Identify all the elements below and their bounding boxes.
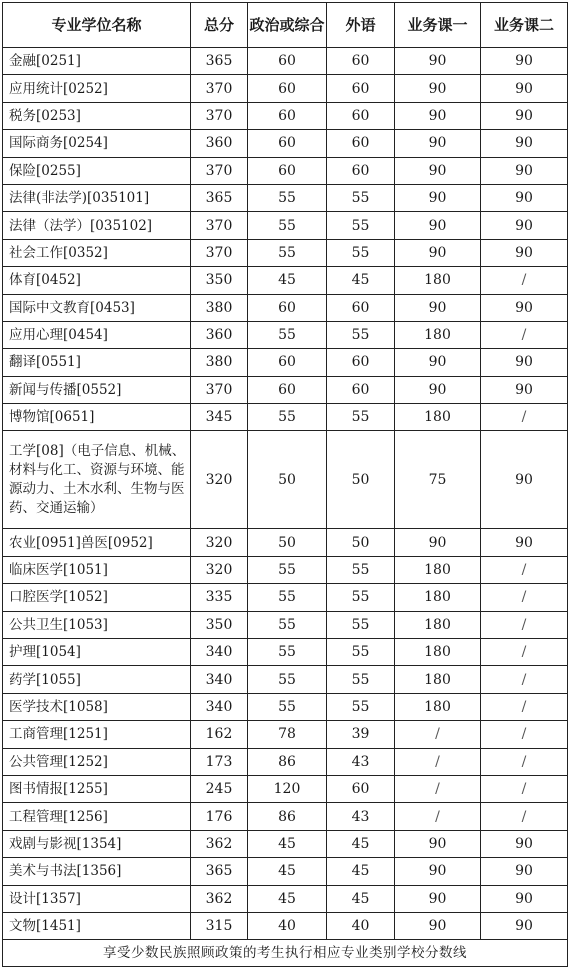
cell-foreign: 45 [327, 830, 395, 857]
cell-course2: 90 [481, 858, 568, 885]
cell-total: 380 [191, 349, 248, 376]
cell-course2: / [481, 611, 568, 638]
table-row [3, 404, 568, 431]
cell-total: 370 [191, 157, 248, 184]
cell-foreign: 60 [327, 775, 395, 802]
cell-foreign: 55 [327, 693, 395, 720]
cell-total: 360 [191, 321, 248, 348]
cell-politics: 60 [248, 130, 327, 157]
cell-name: 医学技术[1058] [3, 693, 191, 720]
cell-course1: 180 [395, 693, 481, 720]
cell-course1: 90 [395, 48, 481, 75]
cell-politics: 60 [248, 376, 327, 403]
cell-foreign: 55 [327, 611, 395, 638]
table-row [3, 666, 568, 693]
table-row [3, 75, 568, 102]
cell-course1: 180 [395, 404, 481, 431]
cell-course2: / [481, 556, 568, 583]
table-row [3, 48, 568, 75]
cell-course1: 90 [395, 885, 481, 912]
cell-politics: 55 [248, 321, 327, 348]
cell-total: 365 [191, 858, 248, 885]
cell-foreign: 55 [327, 556, 395, 583]
table-row [3, 294, 568, 321]
cell-course2: 90 [481, 431, 568, 529]
cell-total: 370 [191, 212, 248, 239]
cell-total: 362 [191, 830, 248, 857]
cell-foreign: 60 [327, 349, 395, 376]
cell-course2: / [481, 267, 568, 294]
table-row [3, 349, 568, 376]
cell-course1: 90 [395, 239, 481, 266]
cell-politics: 86 [248, 748, 327, 775]
header-name: 专业学位名称 [3, 3, 191, 48]
cell-name: 应用统计[0252] [3, 75, 191, 102]
cell-total: 245 [191, 775, 248, 802]
cell-politics: 60 [248, 157, 327, 184]
footnote: 享受少数民族照顾政策的考生执行相应专业类别学校分数线 [3, 940, 568, 967]
cell-politics: 55 [248, 556, 327, 583]
cell-course1: 90 [395, 102, 481, 129]
cell-name: 博物馆[0651] [3, 404, 191, 431]
cell-name: 新闻与传播[0552] [3, 376, 191, 403]
cell-course2: 90 [481, 830, 568, 857]
cell-foreign: 45 [327, 267, 395, 294]
cell-politics: 60 [248, 75, 327, 102]
header-total: 总分 [191, 3, 248, 48]
table-row [3, 212, 568, 239]
table-row [3, 639, 568, 666]
cell-course2: / [481, 803, 568, 830]
cell-name: 药学[1055] [3, 666, 191, 693]
cell-politics: 55 [248, 584, 327, 611]
cell-total: 315 [191, 912, 248, 939]
header-course1: 业务课一 [395, 3, 481, 48]
cell-politics: 60 [248, 102, 327, 129]
table-row [3, 157, 568, 184]
table-row [3, 611, 568, 638]
cell-course1: 180 [395, 321, 481, 348]
cell-total: 370 [191, 376, 248, 403]
cell-course2: 90 [481, 912, 568, 939]
cell-name: 临床医学[1051] [3, 556, 191, 583]
table-row [3, 529, 568, 556]
cell-total: 365 [191, 48, 248, 75]
cell-politics: 55 [248, 666, 327, 693]
cell-course2: / [481, 693, 568, 720]
cell-politics: 45 [248, 267, 327, 294]
cell-course2: / [481, 639, 568, 666]
cell-politics: 55 [248, 239, 327, 266]
table-row [3, 267, 568, 294]
header-politics: 政治或综合 [248, 3, 327, 48]
cell-course2: 90 [481, 157, 568, 184]
cell-politics: 45 [248, 830, 327, 857]
cell-total: 370 [191, 239, 248, 266]
cell-name: 税务[0253] [3, 102, 191, 129]
header-course2: 业务课二 [481, 3, 568, 48]
cell-name: 应用心理[0454] [3, 321, 191, 348]
cell-foreign: 50 [327, 431, 395, 529]
table-row [3, 858, 568, 885]
cell-foreign: 60 [327, 376, 395, 403]
table-row [3, 748, 568, 775]
cell-foreign: 60 [327, 130, 395, 157]
cell-course2: 90 [481, 48, 568, 75]
cell-foreign: 55 [327, 321, 395, 348]
cell-course1: 90 [395, 184, 481, 211]
cell-course1: / [395, 748, 481, 775]
cell-politics: 60 [248, 349, 327, 376]
cell-course1: / [395, 721, 481, 748]
cell-course2: 90 [481, 75, 568, 102]
cell-foreign: 60 [327, 294, 395, 321]
score-table [2, 2, 568, 967]
cell-name: 工商管理[1251] [3, 721, 191, 748]
cell-foreign: 55 [327, 639, 395, 666]
cell-name: 法律（法学）[035102] [3, 212, 191, 239]
cell-total: 365 [191, 184, 248, 211]
cell-name: 工学[08]（电子信息、机械、材料与化工、资源与环境、能源动力、土木水利、生物与医药、交通运输） [3, 431, 191, 529]
cell-politics: 55 [248, 212, 327, 239]
cell-foreign: 45 [327, 858, 395, 885]
table-row [3, 376, 568, 403]
cell-politics: 55 [248, 639, 327, 666]
cell-foreign: 50 [327, 529, 395, 556]
cell-foreign: 55 [327, 666, 395, 693]
cell-politics: 60 [248, 48, 327, 75]
cell-course2: 90 [481, 239, 568, 266]
cell-total: 340 [191, 639, 248, 666]
table-row [3, 584, 568, 611]
cell-course1: / [395, 775, 481, 802]
cell-name: 文物[1451] [3, 912, 191, 939]
cell-course1: 90 [395, 130, 481, 157]
cell-foreign: 39 [327, 721, 395, 748]
cell-course2: 90 [481, 184, 568, 211]
cell-name: 护理[1054] [3, 639, 191, 666]
table-row [3, 184, 568, 211]
cell-total: 173 [191, 748, 248, 775]
cell-course2: 90 [481, 212, 568, 239]
cell-total: 380 [191, 294, 248, 321]
cell-course2: / [481, 321, 568, 348]
cell-course2: 90 [481, 376, 568, 403]
table-row [3, 803, 568, 830]
cell-name: 戏剧与影视[1354] [3, 830, 191, 857]
cell-course2: 90 [481, 349, 568, 376]
cell-politics: 40 [248, 912, 327, 939]
table-row [3, 556, 568, 583]
cell-politics: 50 [248, 431, 327, 529]
table-row [3, 693, 568, 720]
cell-name: 图书情报[1255] [3, 775, 191, 802]
cell-politics: 45 [248, 858, 327, 885]
cell-course2: 90 [481, 102, 568, 129]
cell-name: 工程管理[1256] [3, 803, 191, 830]
cell-course2: 90 [481, 529, 568, 556]
cell-course2: / [481, 775, 568, 802]
footnote-row [3, 940, 568, 967]
cell-course2: / [481, 584, 568, 611]
cell-politics: 45 [248, 885, 327, 912]
cell-foreign: 40 [327, 912, 395, 939]
table-row [3, 721, 568, 748]
cell-course1: 180 [395, 556, 481, 583]
table-row [3, 431, 568, 529]
table-body [3, 48, 568, 940]
cell-course1: 90 [395, 376, 481, 403]
cell-course2: / [481, 404, 568, 431]
cell-course1: 180 [395, 267, 481, 294]
cell-name: 社会工作[0352] [3, 239, 191, 266]
cell-total: 370 [191, 75, 248, 102]
table-row [3, 912, 568, 939]
cell-name: 口腔医学[1052] [3, 584, 191, 611]
cell-course1: 90 [395, 157, 481, 184]
cell-politics: 55 [248, 611, 327, 638]
cell-politics: 55 [248, 693, 327, 720]
cell-course2: / [481, 748, 568, 775]
cell-total: 176 [191, 803, 248, 830]
cell-politics: 78 [248, 721, 327, 748]
table-row [3, 775, 568, 802]
cell-foreign: 60 [327, 75, 395, 102]
cell-foreign: 55 [327, 584, 395, 611]
cell-foreign: 55 [327, 404, 395, 431]
cell-course1: 90 [395, 830, 481, 857]
cell-total: 360 [191, 130, 248, 157]
cell-politics: 55 [248, 184, 327, 211]
cell-total: 335 [191, 584, 248, 611]
cell-course1: 180 [395, 584, 481, 611]
cell-name: 法律(非法学)[035101] [3, 184, 191, 211]
cell-course1: 90 [395, 212, 481, 239]
cell-course1: 90 [395, 858, 481, 885]
cell-name: 美术与书法[1356] [3, 858, 191, 885]
cell-total: 320 [191, 556, 248, 583]
cell-total: 350 [191, 611, 248, 638]
cell-name: 保险[0255] [3, 157, 191, 184]
cell-course1: 90 [395, 349, 481, 376]
cell-name: 国际商务[0254] [3, 130, 191, 157]
cell-foreign: 60 [327, 157, 395, 184]
cell-politics: 50 [248, 529, 327, 556]
cell-politics: 86 [248, 803, 327, 830]
cell-total: 362 [191, 885, 248, 912]
cell-total: 340 [191, 666, 248, 693]
cell-name: 农业[0951]兽医[0952] [3, 529, 191, 556]
cell-total: 350 [191, 267, 248, 294]
cell-politics: 120 [248, 775, 327, 802]
header-row [3, 3, 568, 48]
cell-name: 体育[0452] [3, 267, 191, 294]
cell-course2: 90 [481, 130, 568, 157]
table-row [3, 830, 568, 857]
cell-foreign: 55 [327, 212, 395, 239]
cell-course2: / [481, 721, 568, 748]
cell-course1: 180 [395, 639, 481, 666]
cell-course2: / [481, 666, 568, 693]
table-row [3, 885, 568, 912]
table-row [3, 239, 568, 266]
cell-name: 国际中文教育[0453] [3, 294, 191, 321]
cell-course2: 90 [481, 294, 568, 321]
cell-name: 翻译[0551] [3, 349, 191, 376]
cell-foreign: 43 [327, 803, 395, 830]
cell-course1: 180 [395, 666, 481, 693]
cell-course1: / [395, 803, 481, 830]
table-row [3, 102, 568, 129]
cell-foreign: 45 [327, 885, 395, 912]
table-row [3, 130, 568, 157]
cell-total: 370 [191, 102, 248, 129]
cell-name: 金融[0251] [3, 48, 191, 75]
table-row [3, 321, 568, 348]
cell-foreign: 60 [327, 48, 395, 75]
cell-foreign: 55 [327, 184, 395, 211]
cell-course1: 75 [395, 431, 481, 529]
cell-course2: 90 [481, 885, 568, 912]
cell-name: 公共管理[1252] [3, 748, 191, 775]
cell-total: 340 [191, 693, 248, 720]
cell-total: 320 [191, 529, 248, 556]
header-foreign: 外语 [327, 3, 395, 48]
cell-course1: 180 [395, 611, 481, 638]
cell-name: 公共卫生[1053] [3, 611, 191, 638]
cell-course1: 90 [395, 529, 481, 556]
cell-politics: 60 [248, 294, 327, 321]
cell-course1: 90 [395, 912, 481, 939]
cell-course1: 90 [395, 75, 481, 102]
cell-course1: 90 [395, 294, 481, 321]
cell-foreign: 43 [327, 748, 395, 775]
cell-total: 320 [191, 431, 248, 529]
cell-politics: 55 [248, 404, 327, 431]
cell-foreign: 55 [327, 239, 395, 266]
cell-name: 设计[1357] [3, 885, 191, 912]
cell-total: 162 [191, 721, 248, 748]
cell-total: 345 [191, 404, 248, 431]
cell-foreign: 60 [327, 102, 395, 129]
